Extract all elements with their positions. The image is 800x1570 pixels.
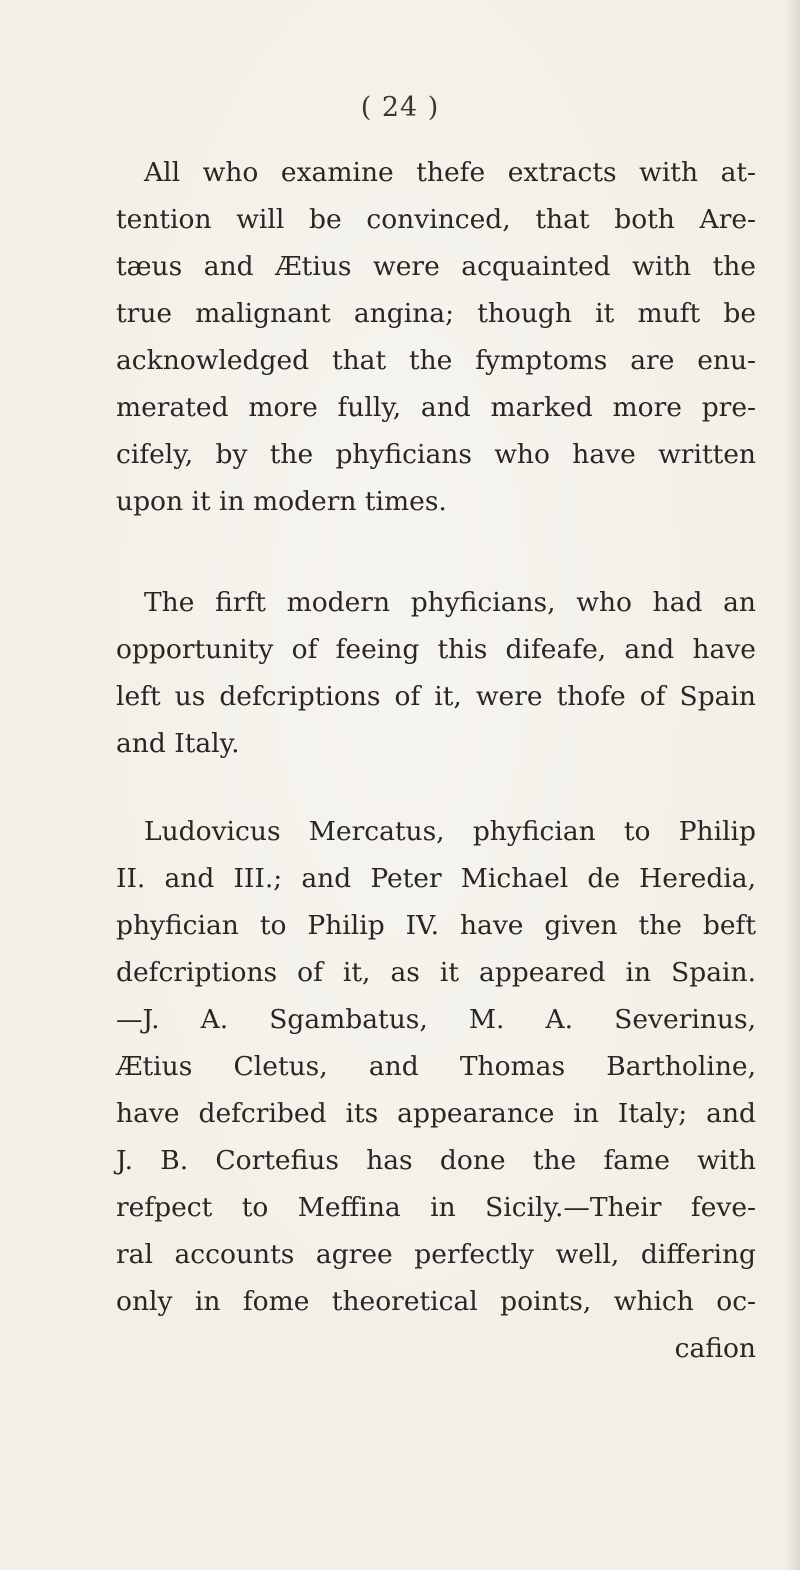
text-line: phyfician to Philip IV. have given the beft: [116, 910, 756, 941]
text-line: Ætius Cletus, and Thomas Bartholine,: [116, 1051, 756, 1082]
text-line: ral accounts agree perfectly well, differing: [116, 1239, 756, 1270]
paragraph-2: [116, 579, 756, 767]
text-line: upon it in modern times.: [116, 486, 447, 517]
text-line: left us defcriptions of it, were thofe of Spain: [116, 681, 756, 712]
text-line: refpect to Meffina in Sicily.—Their feve-: [116, 1192, 756, 1223]
text-line: II. and III.; and Peter Michael de Heredia,: [116, 863, 756, 894]
text-line: All who examine thefe extracts with at-: [144, 157, 756, 188]
text-line: only in fome theoretical points, which oc-: [116, 1286, 756, 1317]
text-line: opportunity of feeing this difeafe, and have: [116, 634, 756, 665]
text-line: J. B. Cortefius has done the fame with: [116, 1145, 756, 1176]
text-line: Ludovicus Mercatus, phyfician to Philip: [144, 816, 756, 847]
text-line: acknowledged that the fymptoms are enu-: [116, 345, 756, 376]
text-line: The firft modern phyficians, who had an: [144, 587, 756, 618]
paragraph-1: [116, 149, 756, 525]
text-line: cifely, by the phyficians who have written: [116, 439, 756, 470]
text-line: defcriptions of it, as it appeared in Spain.: [116, 957, 756, 988]
page-edge-shadow: [786, 0, 800, 1570]
text-line: and Italy.: [116, 728, 240, 759]
text-line: merated more fully, and marked more pre-: [116, 392, 756, 423]
page-number: ( 24 ): [360, 92, 440, 123]
text-line: tention will be convinced, that both Are-: [116, 204, 756, 235]
text-line: true malignant angina; though it muft be: [116, 298, 756, 329]
text-line: tæus and Ætius were acquainted with the: [116, 251, 756, 282]
text-line: have defcribed its appearance in Italy; and: [116, 1098, 756, 1129]
paragraph-3: [116, 808, 756, 1372]
catchword: cafion: [674, 1333, 756, 1364]
text-line: —J. A. Sgambatus, M. A. Severinus,: [116, 1004, 756, 1035]
